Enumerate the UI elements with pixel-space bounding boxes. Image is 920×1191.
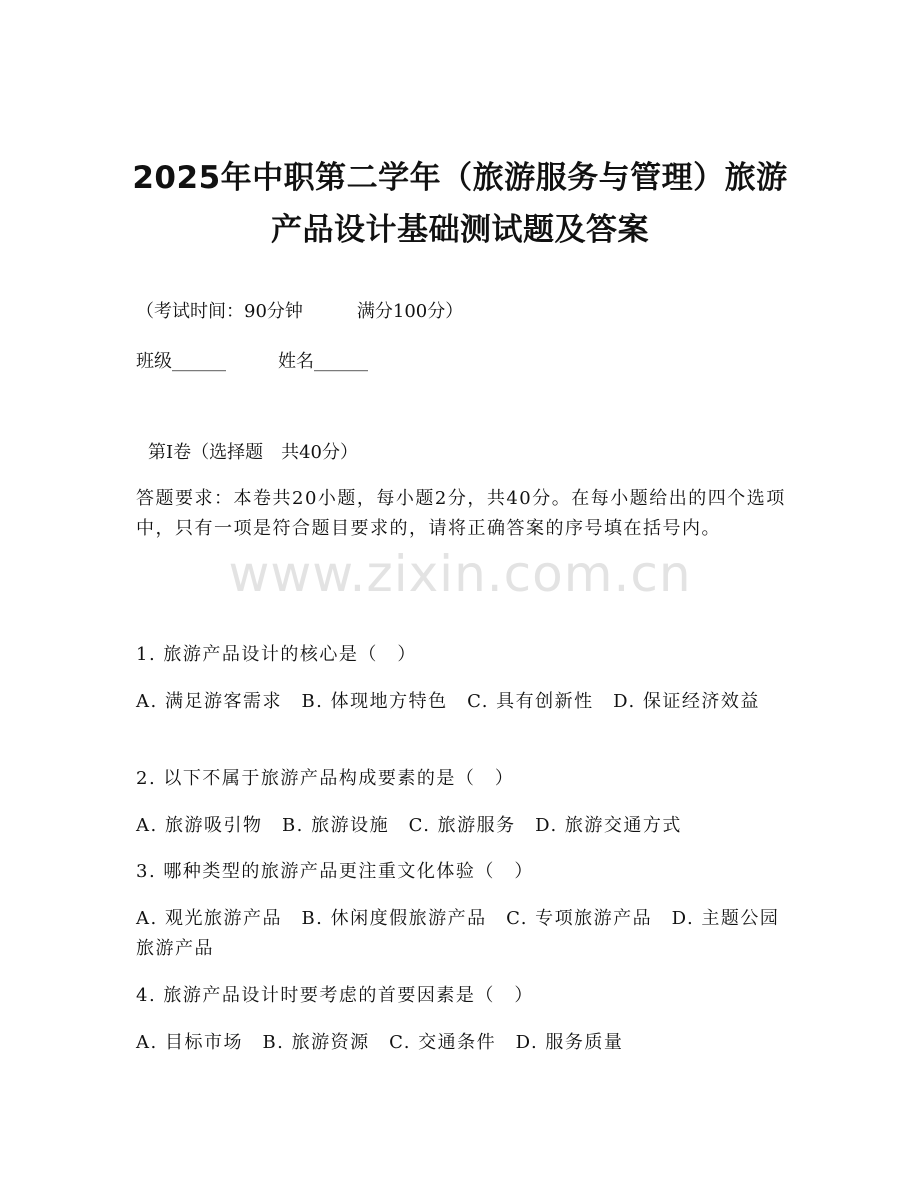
question-2-stem: 2. 以下不属于旅游产品构成要素的是（ ）: [136, 768, 515, 789]
question-2-options: A. 旅游吸引物 B. 旅游设施 C. 旅游服务 D. 旅游交通方式: [136, 815, 682, 836]
question-1-stem: 1. 旅游产品设计的核心是（ ）: [136, 644, 417, 665]
exam-score: 满分100分）: [356, 301, 464, 322]
question-3-options: A. 观光旅游产品 B. 休闲度假旅游产品 C. 专项旅游产品 D. 主题公园旅游产品: [136, 908, 780, 959]
section-heading: 第Ⅰ卷（选择题 共40分）: [148, 442, 359, 463]
exam-info: [136, 297, 463, 327]
question-4-stem: 4. 旅游产品设计时要考虑的首要因素是（ ）: [136, 985, 534, 1006]
watermark: www.zixin.com.cn: [228, 545, 692, 603]
question-4-options: A. 目标市场 B. 旅游资源 C. 交通条件 D. 服务质量: [136, 1032, 624, 1053]
class-field: 班级______: [136, 351, 226, 372]
question-1-options: A. 满足游客需求 B. 体现地方特色 C. 具有创新性 D. 保证经济效益: [136, 691, 760, 712]
student-info: [136, 347, 368, 377]
exam-time: （考试时间：90分钟: [136, 301, 303, 322]
question-3-stem: 3. 哪种类型的旅游产品更注重文化体验（ ）: [136, 861, 534, 882]
document-title: 2025年中职第二学年（旅游服务与管理）旅游产品设计基础测试题及答案: [132, 160, 788, 248]
name-field: 姓名______: [278, 351, 368, 372]
section-instructions: 答题要求：本卷共20小题，每小题2分，共40分。在每小题给出的四个选项中，只有一项是符合题目要求的，请将正确答案的序号填在括号内。: [136, 488, 786, 539]
